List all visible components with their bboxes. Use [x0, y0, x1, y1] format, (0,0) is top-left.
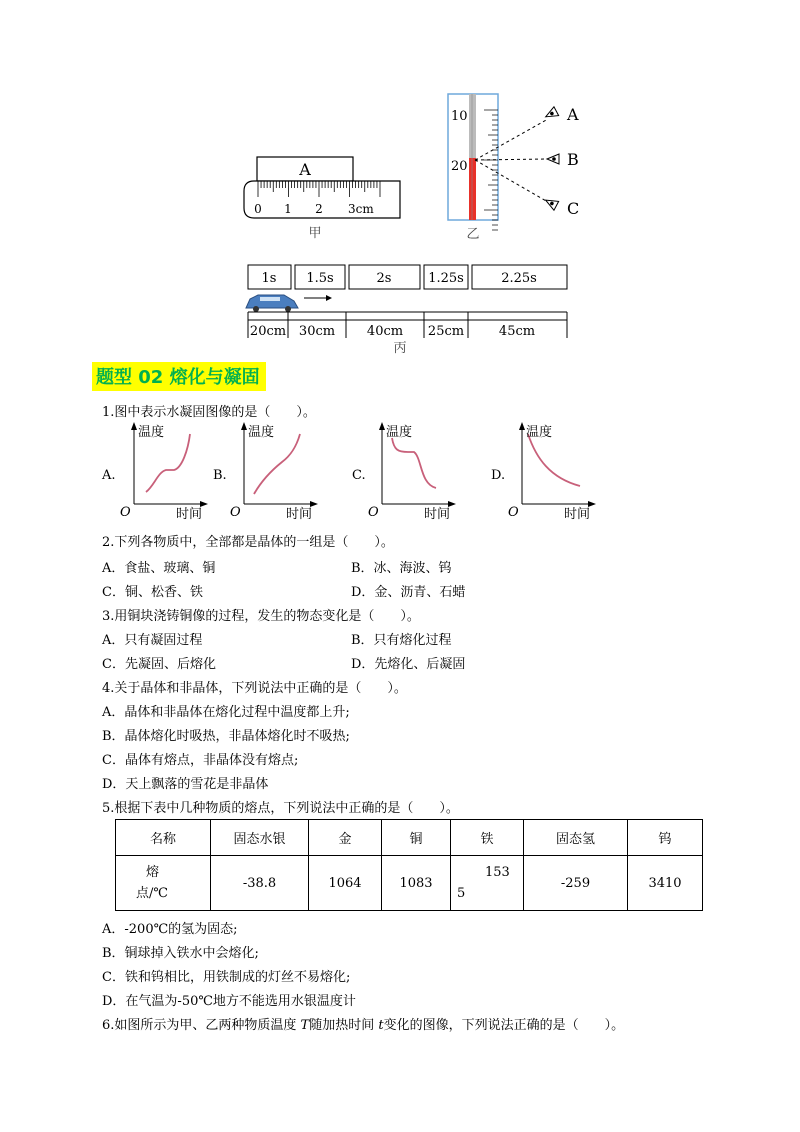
q1-option-d: D. [491, 468, 506, 483]
distance-3: 40cm [366, 324, 404, 339]
time-5: 2.25s [501, 271, 537, 286]
figure-jia-caption: 甲 [308, 226, 322, 240]
axis-label-time: 时间 [424, 507, 451, 520]
q3-option-b: B．只有熔化过程 [351, 633, 452, 648]
q6-text-post: 变化的图像，下列说法正确的是（ ）。 [383, 1018, 625, 1033]
axis-label-temperature: 温度 [386, 425, 413, 440]
figure-jia-ruler [240, 150, 410, 240]
q1-option-b: B. [213, 468, 227, 483]
y-axis-arrow [131, 422, 137, 430]
table-header-copper: 铜 [382, 820, 451, 856]
axis-label-temperature: 温度 [248, 425, 275, 440]
value-hydrogen: -259 [524, 856, 628, 911]
q2-option-c: C．铜、松香、铁 [102, 585, 203, 600]
melting-point-table [115, 819, 703, 911]
figure-yi-thermometer [445, 92, 595, 244]
ruler-tick-2: 2 [315, 202, 323, 216]
row-label-line1: 熔 [146, 865, 160, 880]
value-iron-line2: 5 [457, 886, 466, 901]
eye-label-a: A [567, 105, 579, 124]
q6-text [102, 1014, 624, 1033]
axis-label-time: 时间 [286, 507, 313, 520]
q6-symbol-t: t [378, 1018, 384, 1033]
q4-option-d: D．天上飘落的雪花是非晶体 [102, 777, 269, 792]
q5-option-b: B．铜球掉入铁水中会熔化; [102, 946, 259, 961]
q2-option-d: D．金、沥青、石蜡 [351, 585, 466, 600]
q5-option-c: C．铁和钨相比，用铁制成的灯丝不易熔化; [102, 970, 351, 985]
q6-text-pre: 6.如图所示为甲、乙两种物质温度 [102, 1018, 301, 1033]
table-row-label [116, 856, 211, 911]
figure-bing-car [240, 258, 580, 358]
q2-option-b: B．冰、海波、钨 [351, 561, 452, 576]
time-3: 2s [376, 271, 392, 286]
value-iron [451, 856, 524, 911]
q1-text: 1.图中表示水凝固图像的是（ ）。 [102, 405, 316, 420]
figure-yi-caption: 乙 [466, 227, 480, 242]
eye-c-icon [543, 196, 558, 210]
temperature-curve [392, 438, 436, 488]
origin-label: O [508, 505, 519, 520]
q3-option-c: C．先凝固、后熔化 [102, 657, 216, 672]
eye-a-icon [543, 107, 558, 121]
y-axis-arrow [241, 422, 247, 430]
table-header-hydrogen: 固态氢 [524, 820, 628, 856]
q5-text: 5.根据下表中几种物质的熔点，下列说法中正确的是（ ）。 [102, 801, 459, 816]
distance-2: 30cm [298, 324, 336, 339]
value-mercury: -38.8 [211, 856, 309, 911]
temperature-curve [254, 434, 300, 494]
q1-graph-c [366, 420, 458, 520]
thermo-label-10: 10 [451, 109, 468, 124]
ruler-tick-3: 3cm [348, 202, 374, 216]
q6-symbol-T: T [300, 1018, 310, 1033]
q4-option-c: C．晶体有熔点，非晶体没有熔点; [102, 753, 299, 768]
thermo-label-20: 20 [451, 159, 468, 174]
q1-graph-d [506, 420, 598, 520]
distance-1: 20cm [249, 324, 287, 339]
eye-label-c: C [567, 199, 580, 218]
origin-label: O [120, 505, 131, 520]
temperature-curve [146, 434, 190, 492]
origin-label: O [368, 505, 379, 520]
distance-4: 25cm [427, 324, 465, 339]
axis-label-time: 时间 [176, 507, 203, 520]
temperature-curve [528, 434, 580, 486]
q6-text-mid: 随加热时间 [309, 1018, 379, 1033]
table-header-gold: 金 [309, 820, 382, 856]
table-header-tungsten: 钨 [628, 820, 703, 856]
y-axis-arrow [519, 422, 525, 430]
q4-option-a: A．晶体和非晶体在熔化过程中温度都上升; [102, 705, 350, 720]
eye-label-b: B [567, 150, 579, 169]
time-4: 1.25s [428, 271, 464, 286]
section-title: 题型 02 熔化与凝固 [92, 362, 266, 391]
q1-option-c: C. [352, 468, 366, 483]
q1-graph-b [228, 420, 320, 520]
block-a-label: A [299, 160, 311, 179]
q3-option-a: A．只有凝固过程 [102, 633, 203, 648]
car-icon [246, 295, 298, 312]
value-copper: 1083 [382, 856, 451, 911]
value-tungsten: 3410 [628, 856, 703, 911]
q2-text: 2.下列各物质中，全部都是晶体的一组是（ ）。 [102, 535, 394, 550]
eye-b-icon [547, 154, 559, 164]
ruler-tick-1: 1 [284, 202, 292, 216]
time-1: 1s [261, 271, 277, 286]
table-header-name: 名称 [116, 820, 211, 856]
q1-graph-a [118, 420, 210, 520]
q3-text: 3.用铜块浇铸铜像的过程，发生的物态变化是（ ）。 [102, 609, 420, 624]
table-header-iron: 铁 [451, 820, 524, 856]
q5-option-a: A．-200℃的氢为固态; [102, 922, 238, 937]
distance-5: 45cm [498, 324, 536, 339]
table-header-mercury: 固态水银 [211, 820, 309, 856]
axis-label-temperature: 温度 [526, 425, 553, 440]
axis-label-temperature: 温度 [138, 425, 165, 440]
q5-option-d: D．在气温为-50℃地方不能选用水银温度计 [102, 994, 356, 1009]
value-gold: 1064 [309, 856, 382, 911]
y-axis-arrow [379, 422, 385, 430]
origin-label: O [230, 505, 241, 520]
ruler-tick-0: 0 [254, 202, 262, 216]
figure-bing-caption: 丙 [393, 341, 407, 356]
q4-text: 4.关于晶体和非晶体，下列说法中正确的是（ ）。 [102, 681, 407, 696]
value-iron-line1: 153 [485, 865, 510, 880]
q3-option-d: D．先熔化、后凝固 [351, 657, 466, 672]
q1-option-a: A. [102, 468, 116, 483]
q4-option-b: B．晶体熔化时吸热，非晶体熔化时不吸热; [102, 729, 350, 744]
time-2: 1.5s [306, 271, 334, 286]
axis-label-time: 时间 [564, 507, 591, 520]
q2-option-a: A．食盐、玻璃、铜 [102, 561, 216, 576]
row-label-line2: 点/℃ [136, 886, 168, 901]
